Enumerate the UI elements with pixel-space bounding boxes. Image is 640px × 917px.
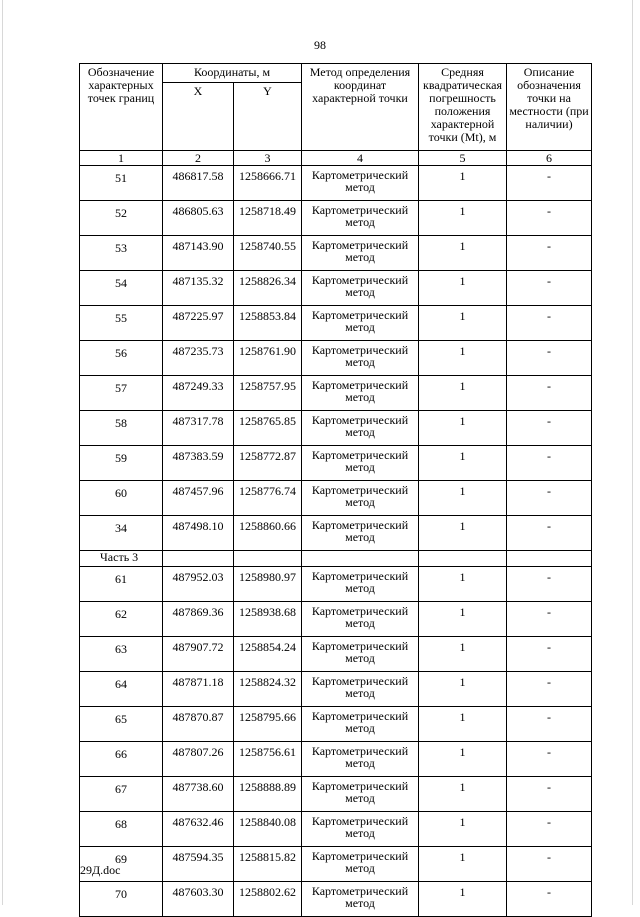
accuracy-cell: 1 [419, 236, 507, 271]
method-cell: Картометрический метод [302, 637, 419, 672]
accuracy-cell: 1 [419, 672, 507, 707]
y-cell: 1258761.90 [234, 341, 302, 376]
header-x: X [163, 83, 234, 151]
description-cell: - [507, 201, 592, 236]
accuracy-cell: 1 [419, 567, 507, 602]
table-row [80, 672, 592, 707]
method-cell: Картометрический метод [302, 446, 419, 481]
x-cell: 487807.26 [163, 742, 234, 777]
description-cell: - [507, 672, 592, 707]
accuracy-cell: 1 [419, 446, 507, 481]
accuracy-cell: 1 [419, 742, 507, 777]
y-cell: 1258888.89 [234, 777, 302, 812]
accuracy-cell: 1 [419, 847, 507, 882]
accuracy-cell: 1 [419, 306, 507, 341]
y-cell: 1258980.97 [234, 567, 302, 602]
method-cell: Картометрический метод [302, 411, 419, 446]
x-cell: 486817.58 [163, 166, 234, 201]
y-cell: 1258666.71 [234, 166, 302, 201]
column-number: 2 [163, 151, 234, 166]
table-row [80, 812, 592, 847]
description-cell: - [507, 271, 592, 306]
y-cell: 1258853.84 [234, 306, 302, 341]
x-cell: 486805.63 [163, 201, 234, 236]
table-row [80, 166, 592, 201]
x-cell: 487871.18 [163, 672, 234, 707]
y-cell: 1258772.87 [234, 446, 302, 481]
point-cell: 55 [80, 306, 163, 341]
x-cell: 487249.33 [163, 376, 234, 411]
point-cell: 51 [80, 166, 163, 201]
section-empty-cell [163, 551, 234, 567]
page-number: 98 [314, 38, 326, 52]
method-cell: Картометрический метод [302, 166, 419, 201]
accuracy-cell: 1 [419, 341, 507, 376]
point-cell: 70 [80, 882, 163, 917]
y-cell: 1258802.62 [234, 882, 302, 917]
x-cell: 487143.90 [163, 236, 234, 271]
accuracy-cell: 1 [419, 166, 507, 201]
description-cell: - [507, 516, 592, 551]
table-row [80, 847, 592, 882]
description-cell: - [507, 341, 592, 376]
column-number: 3 [234, 151, 302, 166]
point-cell: 60 [80, 481, 163, 516]
x-cell: 487869.36 [163, 602, 234, 637]
table-row [80, 376, 592, 411]
table-row [80, 882, 592, 917]
description-cell: - [507, 567, 592, 602]
method-cell: Картометрический метод [302, 672, 419, 707]
x-cell: 487457.96 [163, 481, 234, 516]
y-cell: 1258756.61 [234, 742, 302, 777]
accuracy-cell: 1 [419, 812, 507, 847]
point-cell: 66 [80, 742, 163, 777]
accuracy-cell: 1 [419, 481, 507, 516]
x-cell: 487632.46 [163, 812, 234, 847]
description-cell: - [507, 742, 592, 777]
point-cell: 54 [80, 271, 163, 306]
method-cell: Картометрический метод [302, 602, 419, 637]
section-empty-cell [419, 551, 507, 567]
y-cell: 1258854.24 [234, 637, 302, 672]
header-y: Y [234, 83, 302, 151]
description-cell: - [507, 637, 592, 672]
description-cell: - [507, 707, 592, 742]
x-cell: 487317.78 [163, 411, 234, 446]
table-row [80, 637, 592, 672]
section-empty-cell [234, 551, 302, 567]
y-cell: 1258815.82 [234, 847, 302, 882]
table-row [80, 201, 592, 236]
description-cell: - [507, 481, 592, 516]
method-cell: Картометрический метод [302, 341, 419, 376]
description-cell: - [507, 882, 592, 917]
header-description: Описание обозначения точки на местности (при наличии) [507, 64, 592, 151]
table-row [80, 481, 592, 516]
description-cell: - [507, 777, 592, 812]
point-cell: 53 [80, 236, 163, 271]
point-cell: 63 [80, 637, 163, 672]
table-row [80, 446, 592, 481]
y-cell: 1258840.08 [234, 812, 302, 847]
point-cell: 57 [80, 376, 163, 411]
column-number-row [80, 151, 592, 166]
method-cell: Картометрический метод [302, 306, 419, 341]
scan-edge-left [2, 0, 3, 905]
header-row-top [80, 64, 592, 83]
section-empty-cell [507, 551, 592, 567]
point-cell: 65 [80, 707, 163, 742]
table-row [80, 777, 592, 812]
accuracy-cell: 1 [419, 376, 507, 411]
description-cell: - [507, 847, 592, 882]
description-cell: - [507, 306, 592, 341]
description-cell: - [507, 602, 592, 637]
table-row [80, 707, 592, 742]
header-coordinates: Координаты, м [163, 64, 302, 83]
method-cell: Картометрический метод [302, 882, 419, 917]
table-row [80, 742, 592, 777]
accuracy-cell: 1 [419, 777, 507, 812]
method-cell: Картометрический метод [302, 376, 419, 411]
y-cell: 1258740.55 [234, 236, 302, 271]
point-cell: 34 [80, 516, 163, 551]
x-cell: 487225.97 [163, 306, 234, 341]
x-cell: 487594.35 [163, 847, 234, 882]
y-cell: 1258765.85 [234, 411, 302, 446]
point-cell: 62 [80, 602, 163, 637]
header-accuracy: Средняя квадратическая погрешность положения характерной точки (Mt), м [419, 64, 507, 151]
column-number: 1 [80, 151, 163, 166]
point-cell: 59 [80, 446, 163, 481]
x-cell: 487135.32 [163, 271, 234, 306]
y-cell: 1258776.74 [234, 481, 302, 516]
column-number: 6 [507, 151, 592, 166]
coordinates-table [79, 63, 592, 917]
y-cell: 1258718.49 [234, 201, 302, 236]
column-number: 4 [302, 151, 419, 166]
accuracy-cell: 1 [419, 707, 507, 742]
y-cell: 1258795.66 [234, 707, 302, 742]
accuracy-cell: 1 [419, 882, 507, 917]
scan-edge-right [632, 0, 633, 905]
description-cell: - [507, 446, 592, 481]
section-label: Часть 3 [80, 551, 163, 567]
method-cell: Картометрический метод [302, 812, 419, 847]
point-cell: 64 [80, 672, 163, 707]
table-row [80, 567, 592, 602]
footer-filename: 29Д.doc [80, 863, 121, 877]
method-cell: Картометрический метод [302, 516, 419, 551]
accuracy-cell: 1 [419, 516, 507, 551]
x-cell: 487498.10 [163, 516, 234, 551]
method-cell: Картометрический метод [302, 236, 419, 271]
method-cell: Картометрический метод [302, 742, 419, 777]
point-cell: 68 [80, 812, 163, 847]
y-cell: 1258824.32 [234, 672, 302, 707]
description-cell: - [507, 812, 592, 847]
section-empty-cell [302, 551, 419, 567]
point-cell: 67 [80, 777, 163, 812]
table-row [80, 306, 592, 341]
accuracy-cell: 1 [419, 602, 507, 637]
table-section [80, 551, 592, 567]
x-cell: 487738.60 [163, 777, 234, 812]
method-cell: Картометрический метод [302, 777, 419, 812]
x-cell: 487870.87 [163, 707, 234, 742]
section-row [80, 551, 592, 567]
accuracy-cell: 1 [419, 637, 507, 672]
accuracy-cell: 1 [419, 201, 507, 236]
table-row [80, 602, 592, 637]
point-cell: 52 [80, 201, 163, 236]
method-cell: Картометрический метод [302, 201, 419, 236]
y-cell: 1258757.95 [234, 376, 302, 411]
accuracy-cell: 1 [419, 411, 507, 446]
table-row [80, 341, 592, 376]
table-body-part-b [80, 567, 592, 917]
accuracy-cell: 1 [419, 271, 507, 306]
x-cell: 487603.30 [163, 882, 234, 917]
header-point-designation: Обозначение характерных точек границ [80, 64, 163, 151]
method-cell: Картометрический метод [302, 271, 419, 306]
point-cell: 69 [80, 847, 163, 882]
table-body-part-a [80, 166, 592, 551]
point-cell: 56 [80, 341, 163, 376]
y-cell: 1258938.68 [234, 602, 302, 637]
x-cell: 487235.73 [163, 341, 234, 376]
description-cell: - [507, 166, 592, 201]
table-row [80, 236, 592, 271]
y-cell: 1258826.34 [234, 271, 302, 306]
point-cell: 58 [80, 411, 163, 446]
table-row [80, 271, 592, 306]
method-cell: Картометрический метод [302, 847, 419, 882]
description-cell: - [507, 376, 592, 411]
column-number: 5 [419, 151, 507, 166]
x-cell: 487383.59 [163, 446, 234, 481]
header-method: Метод определения координат характерной точки [302, 64, 419, 151]
method-cell: Картометрический метод [302, 481, 419, 516]
table-row [80, 516, 592, 551]
x-cell: 487952.03 [163, 567, 234, 602]
point-cell: 61 [80, 567, 163, 602]
description-cell: - [507, 236, 592, 271]
x-cell: 487907.72 [163, 637, 234, 672]
method-cell: Картометрический метод [302, 707, 419, 742]
method-cell: Картометрический метод [302, 567, 419, 602]
description-cell: - [507, 411, 592, 446]
table-row [80, 411, 592, 446]
y-cell: 1258860.66 [234, 516, 302, 551]
